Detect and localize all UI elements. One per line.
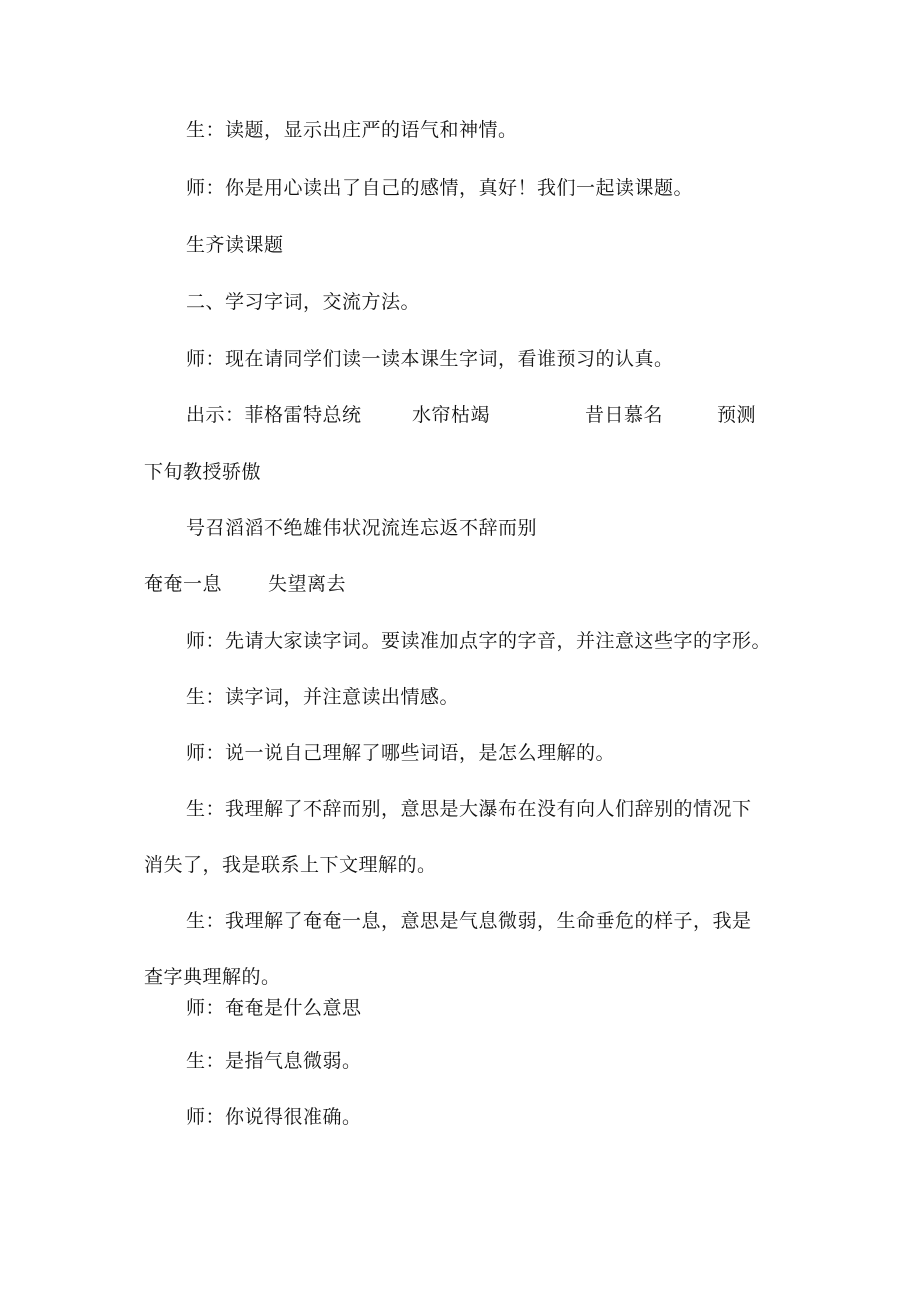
vocab-line [144,572,444,596]
vocab-line [186,403,786,427]
vocab-word: 奄奄一息 [144,573,223,595]
text-line: 师：说一说自己理解了哪些词语，是怎么理解的。 [186,742,616,764]
vocab-line: 下旬教授骄傲 [144,461,262,483]
vocab-line: 号召滔滔不绝雄伟状况流连忘返不辞而别 [186,517,538,539]
section-heading: 二、学习字词，交流方法。 [186,291,421,313]
text-line: 师：奄奄是什么意思 [186,997,362,1019]
text-line: 生：我理解了不辞而别，意思是大瀑布在没有向人们辞别的情况下 [186,798,752,820]
text-line: 生：我理解了奄奄一息，意思是气息微弱，生命垂危的样子，我是 [186,910,752,932]
text-line: 师：现在请同学们读一读本课生字词，看谁预习的认真。 [186,348,674,370]
text-line: 查字典理解的。 [144,966,281,988]
text-line: 生：读字词，并注意读出情感。 [186,686,460,708]
text-line: 生齐读课题 [186,234,284,256]
vocab-word: 失望离去 [268,573,347,595]
text-line: 师：你是用心读出了自己的感情，真好！我们一起读课题。 [186,177,694,199]
text-line: 师：先请大家读字词。要读准加点字的字音，并注意这些字的字形。 [186,630,772,652]
text-line: 生：读题，显示出庄严的语气和神情。 [186,119,518,141]
text-line: 生：是指气息微弱。 [186,1050,362,1072]
text-line: 消失了，我是联系上下文理解的。 [144,854,437,876]
vocab-word: 昔日慕名 [585,404,664,426]
text-line: 师：你说得很准确。 [186,1106,362,1128]
vocab-label: 出示：菲格雷特总统 [186,404,362,426]
vocab-word: 水帘枯竭 [412,404,491,426]
vocab-word: 预测 [717,404,757,426]
